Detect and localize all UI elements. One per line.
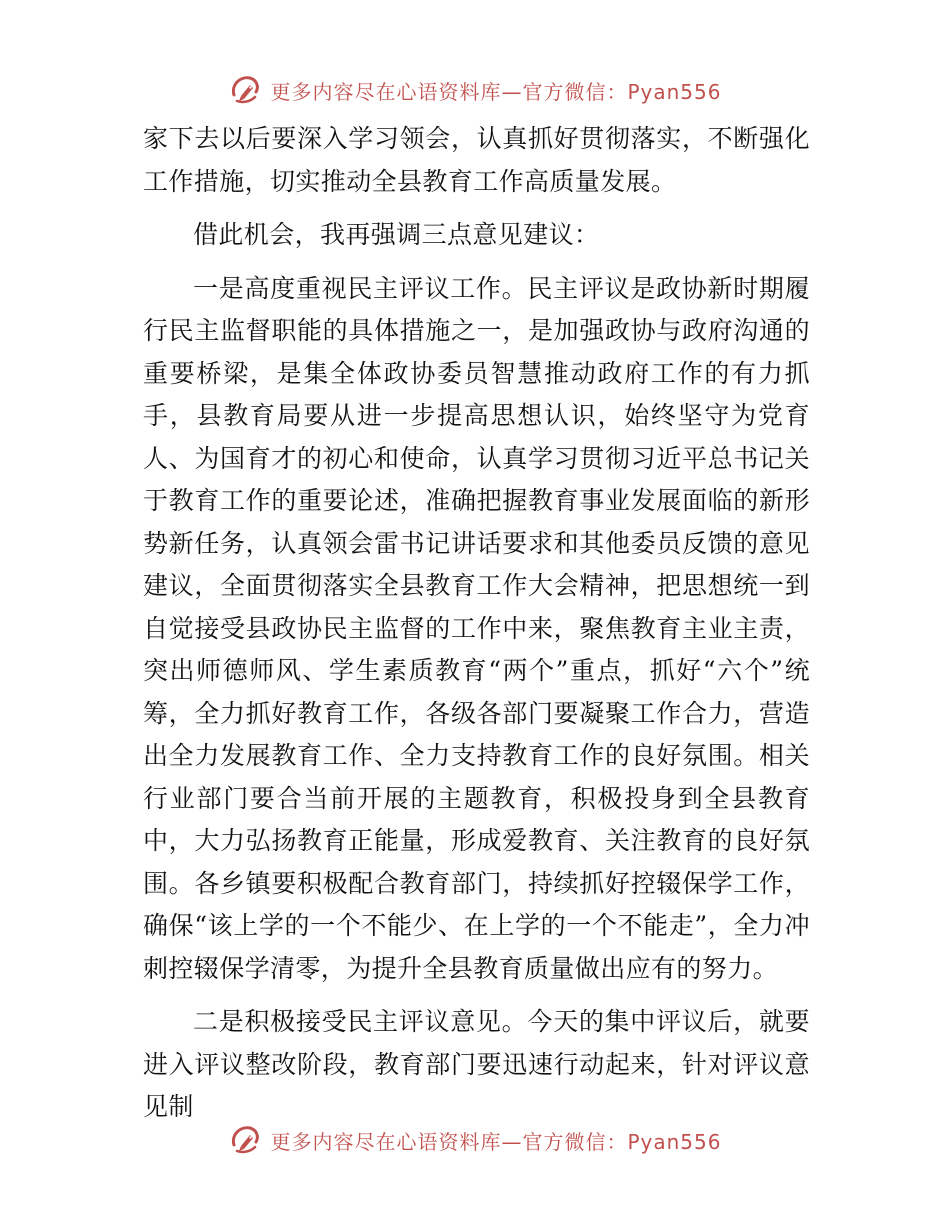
pen-nib-swirl-icon (228, 73, 262, 107)
document-body (143, 118, 810, 1140)
paragraph-continuation: 家下去以后要深入学习领会，认真抓好贯彻落实，不断强化工作措施，切实推动全县教育工作高质量发展。 (143, 124, 810, 196)
paragraph-point-two: 二是积极接受民主评议意见。今天的集中评议后，就要进入评议整改阶段，教育部门要迅速行动起来，针对评议意见制 (143, 1007, 810, 1121)
header-watermark (0, 70, 950, 110)
pen-nib-swirl-icon (228, 1123, 262, 1157)
footer-watermark (0, 1120, 950, 1160)
paragraph-point-one: 一是高度重视民主评议工作。民主评议是政协新时期履行民主监督职能的具体措施之一，是加强政协与政府沟通的重要桥梁，是集全体政协委员智慧推动政府工作的有力抓手，县教育局要从进一步提高思想认识，始终坚守为党育人、为国育才的初心和使命，认真学习贯彻习近平总书记关于教育工作的重要论述，准确把握教育事业发展面临的新形势新任务，认真领会雷书记讲话要求和其他委员反馈的意见建议，全面贯彻落实全县教育工作大会精神，把思想统一到自觉接受县政协民主监督的工作中来，聚焦教育主业主责，突出师德师风、学生素质教育“两个”重点，抓好“六个”统筹，全力抓好教育工作，各级各部门要凝聚工作合力，营造出全力发展教育工作、全力支持教育工作的良好氛围。相关行业部门要合当前开展的主题教育，积极投身到全县教育中，大力弘扬教育正能量，形成爱教育、关注教育的良好氛围。各乡镇要积极配合教育部门，持续抓好控辍保学工作，确保“该上学的一个不能少、在上学的一个不能走”，全力冲刺控辍保学清零，为提升全县教育质量做出应有的努力。 (143, 273, 810, 983)
paragraph-intro: 借此机会，我再强调三点意见建议： (193, 220, 600, 249)
header-watermark-text: 更多内容尽在心语资料库—官方微信：Pyan556 (270, 79, 722, 104)
footer-watermark-text: 更多内容尽在心语资料库—官方微信：Pyan556 (270, 1129, 722, 1154)
